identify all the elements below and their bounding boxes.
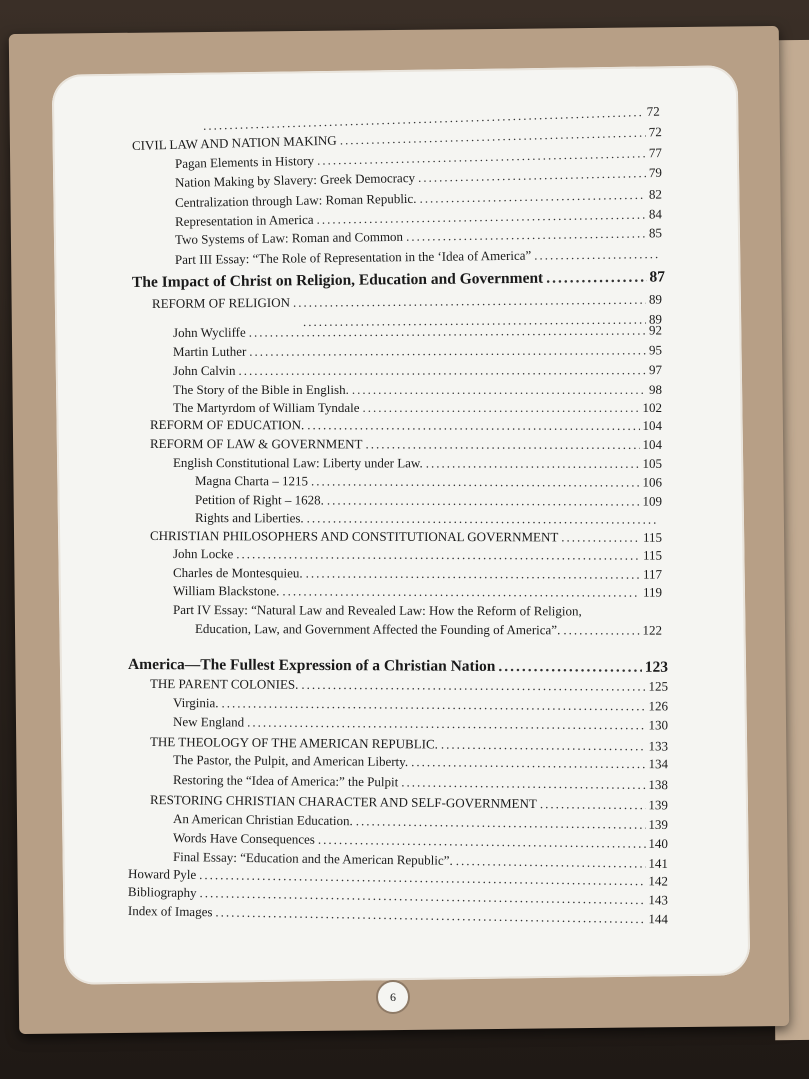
toc-entry-page-number: 130 <box>648 717 669 733</box>
toc-entry-title: REFORM OF EDUCATION. <box>149 417 305 433</box>
toc-entry-title: Martin Luther <box>172 343 247 359</box>
toc-entry-page-number: 133 <box>648 738 669 754</box>
toc-entry-title: Nation Making by Slavery: Greek Democracy <box>174 169 416 190</box>
toc-entry-page-number: 84 <box>648 206 663 222</box>
toc-entry-page-number: 126 <box>648 698 669 714</box>
toc-entry-page-number: 123 <box>644 658 669 676</box>
toc-dot-leader <box>363 400 640 416</box>
toc-dot-leader <box>441 737 646 755</box>
toc-entry <box>173 546 662 564</box>
toc-entry-page-number: 89 <box>648 291 663 307</box>
toc-entry-title: REFORM OF LAW & GOVERNMENT <box>149 436 363 452</box>
toc-entry-title: Howard Pyle <box>127 866 197 882</box>
toc-entry <box>150 676 668 695</box>
toc-entry-page-number: 89 <box>648 311 663 327</box>
toc-entry <box>150 436 662 453</box>
toc-entry-title: Virginia. <box>172 695 219 711</box>
toc-entry-page-number: 95 <box>648 342 663 358</box>
toc-entry-page-number: 72 <box>648 124 663 140</box>
toc-entry-title: Index of Images <box>127 903 213 920</box>
toc-entry-page-number: 85 <box>648 225 663 241</box>
toc-entry-page-number: 109 <box>642 493 663 509</box>
toc-dot-leader <box>238 362 646 379</box>
toc-entry-title: John Wycliffe <box>172 324 246 340</box>
toc-dot-leader <box>426 455 640 471</box>
toc-entry-title: CHRISTIAN PHILOSOPHERS AND CONSTITUTIONAL GOVERNMENT <box>149 528 559 545</box>
toc-entry-title: Bibliography <box>127 884 197 901</box>
toc-entry <box>195 492 662 510</box>
toc-entry-page-number: 141 <box>648 855 669 871</box>
toc-entry-page-number: 82 <box>648 186 663 202</box>
toc-section-heading <box>128 656 668 677</box>
toc-entry-page-number: 144 <box>648 911 669 927</box>
toc-entry-page-number: 140 <box>648 835 669 852</box>
toc-entry-page-number: 79 <box>648 164 663 181</box>
toc-entry-page-number: 139 <box>648 816 669 833</box>
toc-entry <box>195 510 662 528</box>
toc-entry <box>195 621 662 639</box>
toc-dot-leader <box>282 583 640 600</box>
toc-entry-page-number: 104 <box>642 436 663 452</box>
page-number: 6 <box>390 989 396 1004</box>
toc-entry-title: The Impact of Christ on Religion, Education and Government <box>131 269 544 291</box>
toc-entry-title: Final Essay: “Education and the American Republic”. <box>172 849 453 868</box>
toc-entry-title: Charles de Montesquieu. <box>172 565 303 581</box>
toc-entry <box>173 342 662 360</box>
toc-entry-title: Education, Law, and Government Affected the Founding of America”. <box>194 621 561 638</box>
toc-dot-leader <box>249 342 646 359</box>
toc-entry <box>173 362 662 379</box>
toc-entry <box>150 528 662 546</box>
toc-entry-title: New England <box>172 714 245 730</box>
toc-entry-title: America—The Fullest Expression of a Christian Nation <box>127 656 496 675</box>
toc-dot-leader <box>327 492 640 509</box>
toc-entry-page-number: 142 <box>648 873 669 889</box>
toc-entry-title: Restoring the “Idea of America:” the Pulpit <box>172 772 399 790</box>
toc-entry-page-number: 122 <box>642 622 663 638</box>
toc-entry-title: THE PARENT COLONIES. <box>149 676 299 692</box>
toc-dot-leader <box>406 225 646 244</box>
toc-entry-title: An American Christian Education. <box>172 811 353 829</box>
toc-entry-page-number: 98 <box>649 382 662 397</box>
toc-entry-title: Representation in America <box>174 211 314 229</box>
toc-entry-page-number: 117 <box>642 566 663 582</box>
toc-entry-page-number: 106 <box>642 474 663 490</box>
toc-entry-title: The Martyrdom of William Tyndale <box>173 400 360 415</box>
toc-entry-page-number: 97 <box>648 362 663 378</box>
toc-dot-leader <box>546 269 646 288</box>
toc-dot-leader <box>247 715 645 734</box>
toc-entry-title: RESTORING CHRISTIAN CHARACTER AND SELF-GOVERNMENT <box>149 792 537 812</box>
toc-entry-title: Two Systems of Law: Roman and Common <box>174 228 404 247</box>
toc-entry-title: The Pastor, the Pulpit, and American Liberty. <box>172 752 409 770</box>
toc-entry-page-number: 115 <box>642 529 663 545</box>
toc-entry-page-number: 139 <box>648 797 669 813</box>
toc-entry-title: English Constitutional Law: Liberty under Law. <box>172 455 423 471</box>
toc-entry-page-number: 105 <box>642 455 663 471</box>
toc-entry-title: Part IV Essay: “Natural Law and Revealed Law: How the Reform of Religion, <box>172 602 582 619</box>
toc-entry-title: Centralization through Law: Roman Republic. <box>174 190 417 210</box>
page-number-badge <box>376 980 410 1014</box>
toc-dot-leader <box>249 323 646 341</box>
toc-entry-title: Petition of Right – 1628. <box>194 492 324 508</box>
toc-dot-leader <box>540 796 646 813</box>
toc-entry <box>173 400 662 416</box>
toc-dot-leader <box>311 473 640 490</box>
toc-entry-title: John Calvin <box>172 362 236 378</box>
toc-entry-title: REFORM OF RELIGION <box>151 294 291 311</box>
toc-dot-leader <box>307 417 639 434</box>
toc-entry-title: Rights and Liberties. <box>194 510 304 526</box>
toc-entry-title: The Story of the Bible in English. <box>173 382 349 397</box>
toc-dot-leader <box>306 565 640 582</box>
toc-entry-page-number: 104 <box>642 417 663 433</box>
toc-dot-leader <box>293 292 646 311</box>
toc-entry <box>173 382 662 398</box>
toc-dot-leader <box>236 546 640 563</box>
toc-entry-title: CIVIL LAW AND NATION MAKING <box>131 132 337 153</box>
toc-entry <box>150 417 662 434</box>
toc-entry-page-number: 115 <box>642 547 663 563</box>
toc-entry <box>173 565 662 583</box>
toc-entry <box>173 602 582 619</box>
toc-dot-leader <box>307 510 659 527</box>
toc-dot-leader <box>561 529 640 545</box>
toc-entry-title: Magna Charta – 1215 <box>194 473 309 489</box>
toc-entry <box>173 322 662 341</box>
toc-dot-leader <box>498 658 641 677</box>
toc-entry-page-number: 134 <box>648 756 669 772</box>
toc-entry-title: William Blackstone. <box>172 583 280 599</box>
toc-entry-title: Words Have Consequences <box>172 830 316 847</box>
toc-dot-leader <box>222 695 646 714</box>
toc-dot-leader <box>411 754 646 772</box>
toc-entry-title: Pagan Elements in History <box>174 152 315 171</box>
toc-entry-title: THE THEOLOGY OF THE AMERICAN REPUBLIC. <box>149 734 438 752</box>
toc-entry-title: John Locke <box>172 546 234 562</box>
toc-dot-leader <box>401 774 645 793</box>
toc-entry <box>195 473 662 491</box>
toc-dot-leader <box>366 436 640 452</box>
toc-entry-page-number: 77 <box>648 144 663 161</box>
toc-entry-page-number: 143 <box>648 892 669 908</box>
toc-entry-page-number: 125 <box>648 678 669 694</box>
toc-entry-page-number: 102 <box>642 400 662 415</box>
toc-entry-page-number: 92 <box>648 322 663 338</box>
toc-dot-leader <box>456 853 646 872</box>
toc-entry <box>173 455 662 472</box>
toc-dot-leader <box>563 622 639 638</box>
toc-entry-page-number: 87 <box>649 268 666 286</box>
toc-entry-page-number: 119 <box>642 584 663 600</box>
toc-dot-leader <box>301 677 645 695</box>
toc-dot-leader <box>352 382 646 398</box>
toc-entry-title: Part III Essay: “The Role of Representation in the ‘Idea of America” <box>174 247 532 267</box>
toc-entry <box>173 583 662 601</box>
toc-entry-page-number: 72 <box>646 103 660 119</box>
toc-dot-leader <box>534 246 659 264</box>
toc-entry-page-number: 138 <box>648 776 669 793</box>
